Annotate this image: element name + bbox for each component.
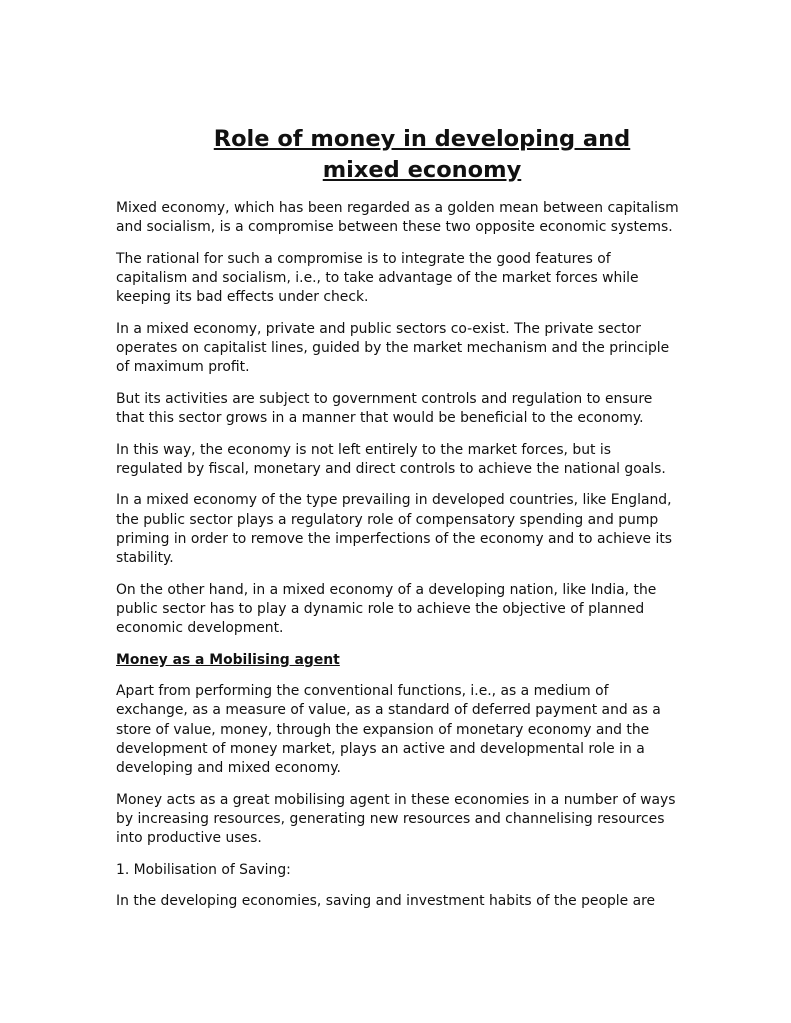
body-paragraph: Mixed economy, which has been regarded as a golden mean between capitalism and socialism, is a compromise between these two opposite economic systems. [116, 200, 679, 236]
document-body [116, 199, 681, 924]
body-paragraph: In this way, the economy is not left entirely to the market forces, but is regulated by fiscal, monetary and direct controls to achieve the national goals. [116, 441, 666, 477]
body-paragraph: The rational for such a compromise is to integrate the good features of capitalism and socialism, i.e., to take advantage of the market forces while keeping its bad effects under check. [116, 250, 639, 306]
body-paragraph: In a mixed economy of the type prevailing in developed countries, like England, the public sector plays a regulatory role of compensatory spending and pump priming in order to remove the imperfections of the economy and to achieve its stability. [116, 492, 673, 566]
numbered-subheading: 1. Mobilisation of Saving: [116, 861, 291, 878]
body-paragraph: But its activities are subject to government controls and regulation to ensure that this sector grows in a manner that would be beneficial to the economy. [116, 390, 653, 426]
body-paragraph: Apart from performing the conventional functions, i.e., as a medium of exchange, as a measure of value, as a standard of deferred payment and as a store of value, money, through the expansion of monetary economy and the development of money market, plays an active and developmental role in a developing and mixed economy. [116, 683, 661, 776]
body-paragraph: In a mixed economy, private and public sectors co-exist. The private sector operates on capitalist lines, guided by the market mechanism and the principle of maximum profit. [116, 320, 670, 376]
section-heading: Money as a Mobilising agent [116, 651, 340, 668]
body-paragraph: Money acts as a great mobilising agent in these economies in a number of ways by increasing resources, generating new resources and channelising resources into productive uses. [116, 791, 676, 846]
document-title: Role of money in developing and mixed economy [213, 126, 631, 183]
body-paragraph: In the developing economies, saving and investment habits of the people are [116, 893, 656, 910]
body-paragraph: On the other hand, in a mixed economy of a developing nation, like India, the public sector has to play a dynamic role to achieve the objective of planned economic development. [116, 581, 657, 636]
